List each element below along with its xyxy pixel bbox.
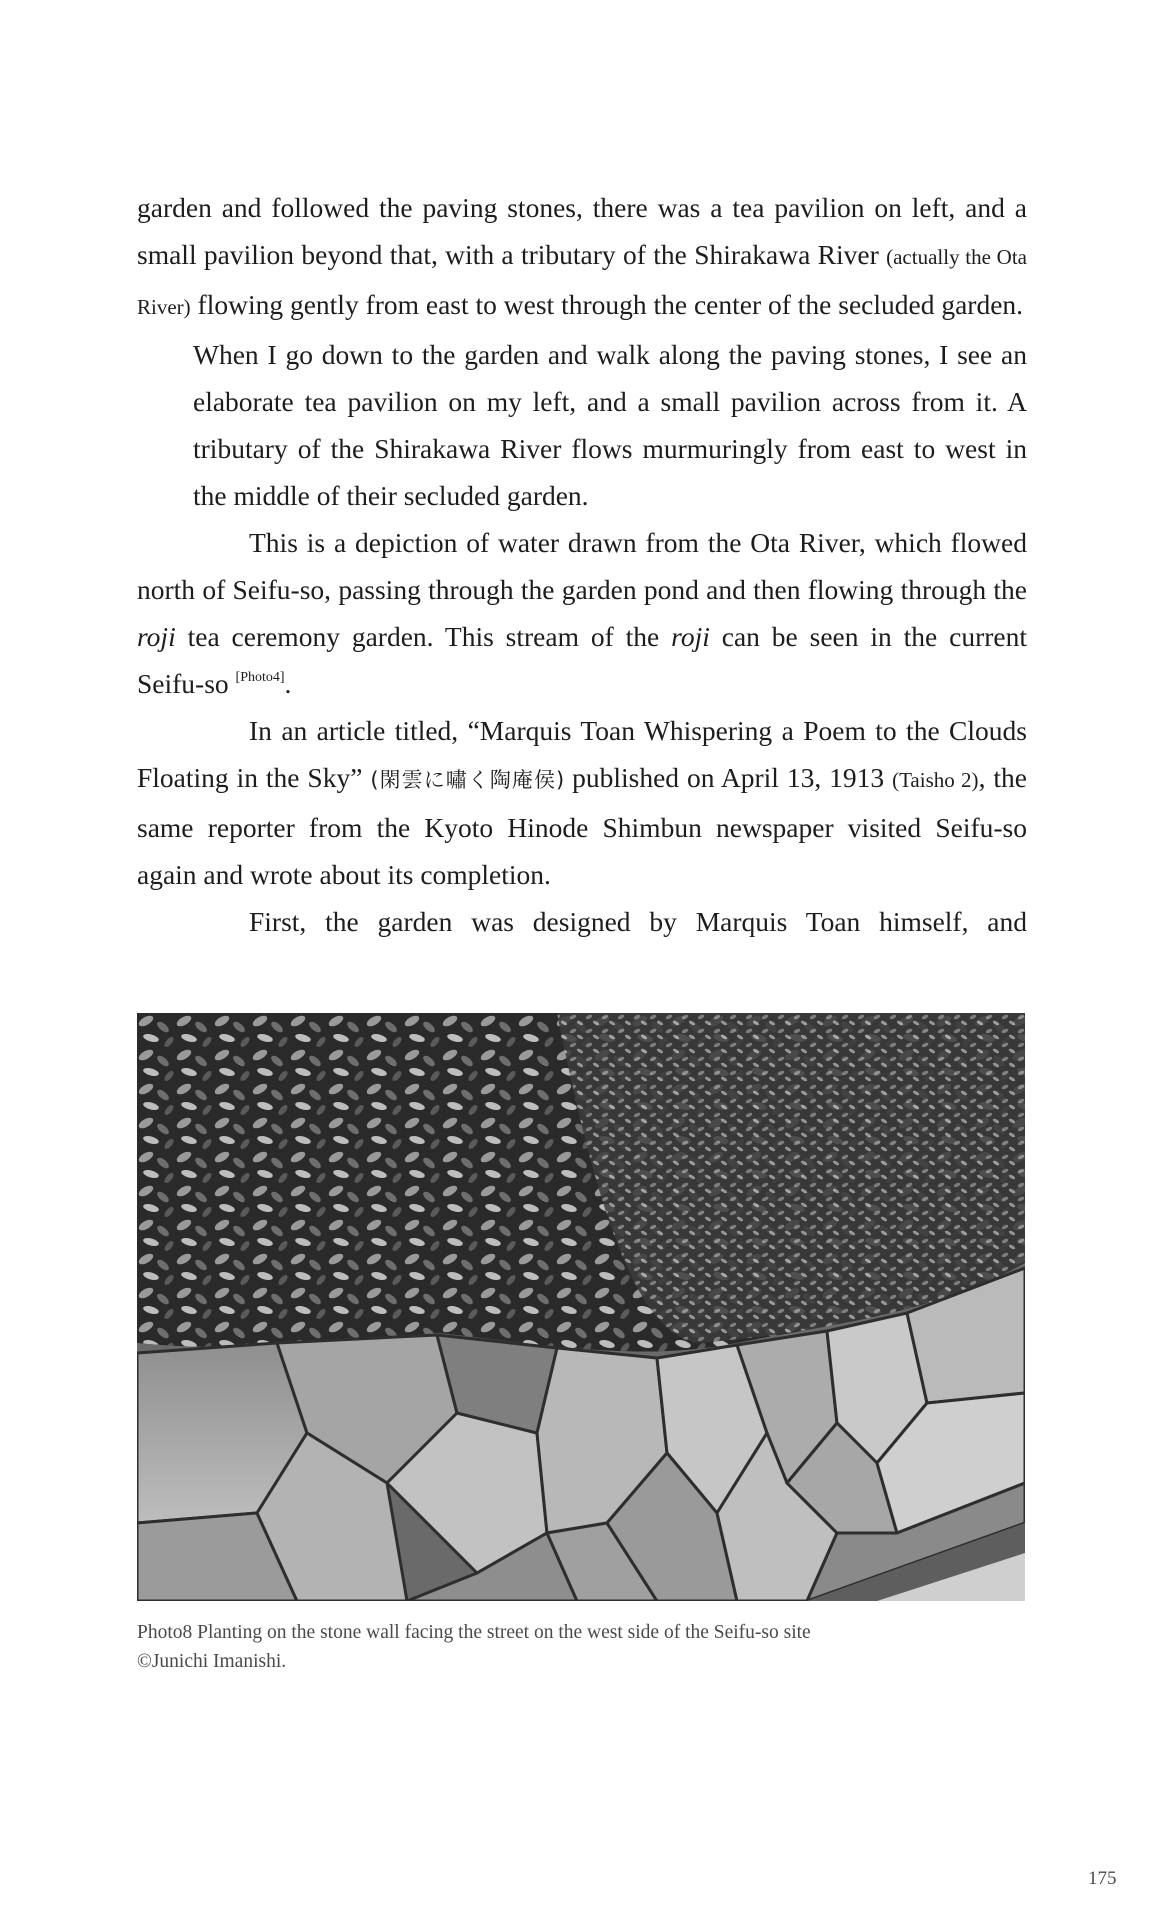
text-span: This is a depiction of water drawn from the Ota River, which flowed north of Seifu-so, passing through the garden pond and then flowing through the	[137, 527, 1027, 605]
text-span: published on April 13, 1913	[564, 762, 893, 793]
photo-reference: [Photo4]	[235, 670, 285, 685]
text-span: .	[284, 668, 292, 699]
text-span: flowing gently from east to west through the center of the secluded garden.	[190, 289, 1024, 320]
japanese-title: (閑雲に嘯く陶庵侯)	[370, 768, 565, 792]
italic-term: roji	[137, 621, 176, 652]
page-number: 175	[1088, 1868, 1117, 1889]
photo-stone-wall	[137, 1013, 1025, 1601]
text-span: can be seen in the current Seifu-so	[137, 621, 1027, 699]
photo-caption	[137, 1618, 1037, 1676]
text-span-small: (Taisho 2)	[892, 768, 979, 792]
caption-line: Photo8 Planting on the stone wall facing the street on the west side of the Seifu-so site	[137, 1622, 811, 1643]
body-text	[137, 184, 1027, 945]
paragraph	[137, 707, 1027, 898]
photo-illustration	[137, 1013, 1025, 1601]
paragraph-continued	[137, 184, 1027, 331]
text-span: In an article titled, “Marquis Toan Whispering a Poem to the Clouds Floating in the Sky”	[137, 715, 1027, 793]
italic-term: roji	[671, 621, 710, 652]
text-span: , the same reporter from the Kyoto Hinode Shimbun newspaper visited Seifu-so again and wrote about its completion.	[137, 762, 1027, 890]
caption-credit: ©Junichi Imanishi.	[137, 1651, 287, 1672]
text-span-small: (actually the Ota River)	[137, 245, 1027, 319]
block-quote: When I go down to the garden and walk along the paving stones, I see an elaborate tea pavilion on my left, and a small pavilion across from it. A tributary of the Shirakawa River flows murmuringly from east to west in the middle of their secluded garden.	[193, 339, 1027, 511]
text-span: tea ceremony garden. This stream of the	[175, 621, 672, 652]
paragraph: First, the garden was designed by Marquis Toan himself, and	[249, 906, 1027, 937]
text-span: garden and followed the paving stones, there was a tea pavilion on left, and a small pavilion beyond that, with a tributary of the Shirakawa River	[137, 192, 1027, 270]
paragraph	[137, 519, 1027, 707]
